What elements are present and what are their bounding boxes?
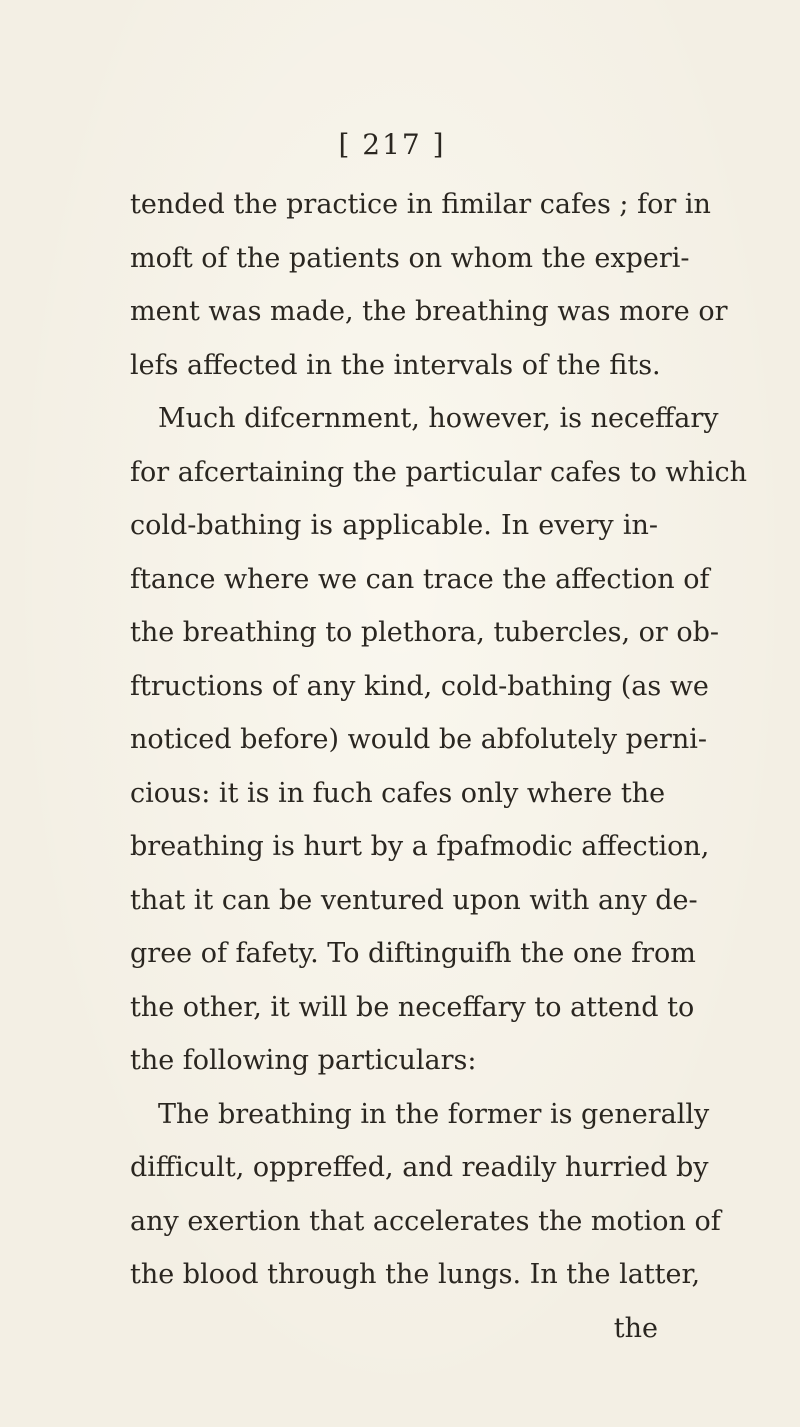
text-line: the following particulars: — [130, 1045, 477, 1076]
catchword: the — [613, 1312, 658, 1344]
text-line: difficult, oppreffed, and readily hurried by — [130, 1152, 709, 1183]
body-text — [130, 178, 747, 1355]
text-line: ment was made, the breathing was more or — [130, 296, 728, 327]
text-line: ftructions of any kind, cold-bathing (as we — [130, 670, 709, 702]
text-line: the blood through the lungs. In the latter, — [130, 1259, 701, 1290]
text-line: for afcertaining the particular cafes to which — [130, 456, 747, 488]
text-line: cious: it is in fuch cafes only where the — [130, 777, 666, 809]
text-line: any exertion that accelerates the motion of — [130, 1205, 721, 1237]
text-line: breathing is hurt by a fpafmodic affection, — [130, 831, 710, 862]
text-line: that it can be ventured upon with any de- — [130, 884, 698, 916]
text-line: the breathing to plethora, tubercles, or ob- — [130, 617, 720, 648]
text-line: Much difcernment, however, is neceffary — [158, 403, 719, 434]
text-line: ftance where we can trace the affection of — [130, 563, 710, 595]
text-line: moft of the patients on whom the experi- — [130, 242, 690, 274]
text-line: The breathing in the former is generally — [158, 1098, 710, 1130]
text-line: lefs affected in the intervals of the fits. — [130, 349, 661, 381]
text-line: noticed before) would be abfolutely perni- — [130, 724, 707, 755]
text-line: tended the practice in fimilar cafes ; for in — [130, 189, 711, 220]
text-line: cold-bathing is applicable. In every in- — [130, 510, 658, 541]
page-number: [ 217 ] — [338, 128, 446, 161]
text-line: gree of fafety. To diftinguifh the one from — [130, 938, 696, 969]
text-line: the other, it will be neceffary to attend to — [130, 991, 695, 1023]
